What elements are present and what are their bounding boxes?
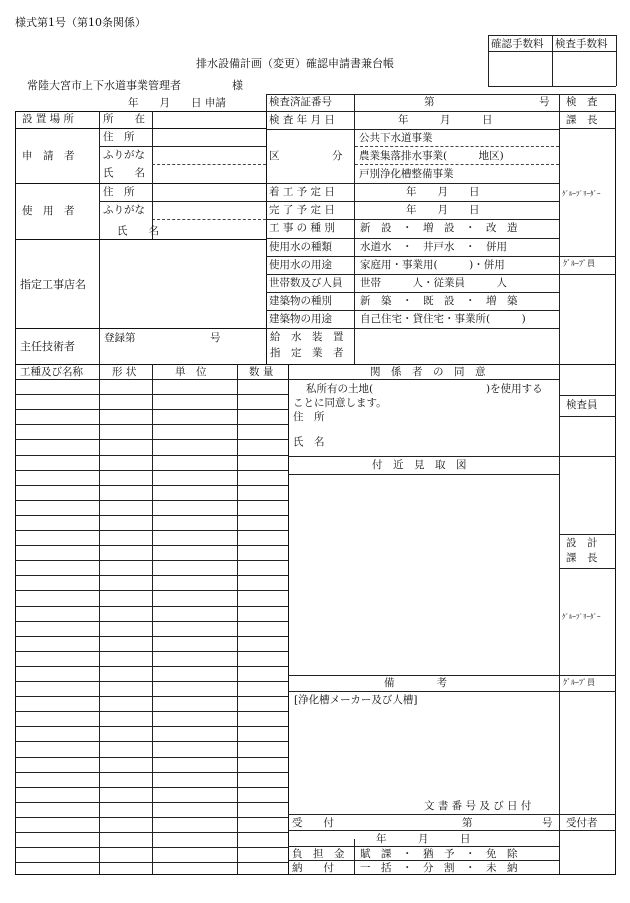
start-date-label: 着 工 予 定 日 [269, 186, 335, 198]
section-chief-label: 課 長 [566, 114, 598, 126]
honorific: 様 [232, 79, 243, 92]
design-label: 設 計 [566, 537, 598, 549]
materials-row-line [15, 470, 288, 471]
materials-row-line [15, 711, 288, 712]
apply-date: 年 月 日 申請 [128, 97, 226, 109]
materials-row-line [15, 696, 288, 697]
materials-row-line [15, 681, 288, 682]
category-option-agri: 農業集落排水事業( 地区) [359, 150, 504, 162]
inspection-date-value: 年 月 日 [398, 114, 493, 126]
building-use-label: 建築物の用途 [269, 313, 332, 325]
start-date-value: 年 月 日 [406, 186, 480, 198]
consent-text-1-end: )を使用する [486, 383, 543, 395]
install-place-label: 設 置 場 所 [22, 113, 75, 125]
fee-header-inspect: 検査手数料 [555, 38, 608, 50]
water-use-label: 使用水の用途 [269, 259, 332, 271]
user-address-label: 住 所 [103, 186, 135, 198]
chief-engineer-label: 主任技術者 [20, 340, 75, 353]
materials-row-line [15, 560, 288, 561]
materials-row-line [15, 847, 288, 848]
contractor-label: 指定工事店名 [20, 278, 86, 291]
group-leader-label-2: ｸﾞﾙｰﾌﾟﾘｰﾀﾞｰ [562, 613, 601, 621]
households-label: 世帯数及び人員 [269, 277, 343, 289]
materials-row-line [15, 772, 288, 773]
materials-row-line [15, 455, 288, 456]
work-type-label: 工 事 の 種 別 [269, 222, 335, 234]
addressee: 常陸大宮市上下水道事業管理者 [27, 79, 181, 92]
materials-row-line [15, 500, 288, 501]
materials-row-line [15, 379, 288, 380]
reception-no-prefix: 第 [462, 817, 473, 829]
inspection-no-suffix: 号 [539, 96, 550, 108]
materials-header-shape: 形 状 [112, 366, 137, 378]
group-member-label: ｸﾞﾙｰﾌﾟ員 [563, 259, 595, 268]
reception-date: 年 月 日 [376, 833, 471, 845]
inspection-no-prefix: 第 [424, 96, 435, 108]
reception-label: 受 付 [292, 817, 334, 829]
consent-text-2: ことに同意します。 [293, 397, 387, 409]
group-member-label-2: ｸﾞﾙｰﾌﾟ員 [563, 678, 595, 687]
materials-row-line [15, 424, 288, 425]
materials-row-line [15, 757, 288, 758]
inspection-no-label: 検査済証番号 [269, 96, 332, 108]
materials-row-line [15, 575, 288, 576]
burden-label: 負 担 金 [292, 848, 345, 860]
materials-row-line [15, 439, 288, 440]
water-use-options: 家庭用・事業用( )・併用 [360, 259, 505, 271]
materials-row-line [15, 394, 288, 395]
consent-name-label: 氏 名 [293, 436, 325, 448]
building-use-options: 自己住宅・貸住宅・事業所( ) [360, 313, 526, 325]
materials-row-line [15, 545, 288, 546]
receiver-label: 受付者 [566, 817, 598, 829]
water-type-label: 使用水の種類 [269, 241, 332, 253]
materials-header-qty: 数 量 [249, 366, 274, 378]
materials-row-line [15, 817, 288, 818]
materials-row-line [15, 621, 288, 622]
materials-row-line [15, 485, 288, 486]
building-type-options: 新 築 ・ 既 設 ・ 増 築 [360, 295, 518, 307]
consent-address-label: 住 所 [293, 411, 325, 423]
applicant-furigana-label: ふりがな [103, 149, 145, 161]
materials-row-line [15, 606, 288, 607]
materials-row-line [15, 666, 288, 667]
location-label: 所 在 [103, 113, 145, 125]
water-supply-label-2: 指 定 業 者 [270, 347, 344, 359]
consent-text-1: 私所有の土地( [306, 383, 374, 395]
end-date-value: 年 月 日 [406, 204, 480, 216]
burden-options: 賦 課 ・ 猶 予 ・ 免 除 [360, 848, 518, 860]
payment-label: 納 付 [292, 862, 334, 874]
water-supply-label-1: 給 水 装 置 [270, 331, 344, 343]
applicant-address-label: 住 所 [103, 131, 135, 143]
doc-number-label: 文 書 番 号 及 び 日 付 [424, 800, 532, 812]
category-option-public: 公共下水道事業 [359, 132, 433, 144]
materials-header-unit: 単 位 [175, 366, 207, 378]
materials-row-line [15, 651, 288, 652]
applicant-label: 申 請 者 [22, 150, 75, 162]
materials-row-line [15, 726, 288, 727]
end-date-label: 完 了 予 定 日 [269, 204, 335, 216]
design-chief-label: 課 長 [566, 552, 598, 564]
households-options: 世帯 人・従業員 人 [360, 277, 507, 289]
materials-row-line [15, 832, 288, 833]
work-type-options: 新 設 ・ 増 設 ・ 改 造 [360, 222, 518, 234]
user-label: 使 用 者 [22, 205, 75, 217]
consent-header: 関 係 者 の 同 意 [370, 366, 486, 378]
inspection-header: 検 査 [566, 96, 598, 108]
materials-row-line [15, 741, 288, 742]
materials-row-line [15, 590, 288, 591]
registration-label: 登録第 [104, 332, 136, 344]
user-name-label: 氏 名 [117, 225, 159, 237]
remarks-note: [浄化槽メーカー及び人槽] [294, 694, 418, 706]
remarks-header: 備 考 [384, 677, 447, 689]
form-id: 様式第1号（第10条関係） [15, 16, 146, 29]
materials-row-line [15, 515, 288, 516]
materials-row-line [15, 530, 288, 531]
registration-no: 号 [210, 332, 221, 344]
category-label: 区 分 [269, 150, 343, 162]
applicant-name-label: 氏 名 [103, 167, 145, 179]
materials-row-line [15, 862, 288, 863]
materials-row-line [15, 802, 288, 803]
building-type-label: 建築物の種別 [269, 295, 332, 307]
category-option-septic: 戸別浄化槽整備事業 [359, 168, 454, 180]
materials-row-line [15, 636, 288, 637]
materials-row-line [15, 787, 288, 788]
group-leader-label: ｸﾞﾙｰﾌﾟﾘｰﾀﾞｰ [562, 190, 601, 198]
map-header: 付 近 見 取 図 [372, 459, 467, 471]
payment-options: 一 括 ・ 分 割 ・ 未 納 [360, 862, 518, 874]
materials-header-name: 工種及び名称 [20, 366, 83, 378]
materials-row-line [15, 409, 288, 410]
user-furigana-label: ふりがな [103, 204, 145, 216]
water-type-options: 水道水 ・ 井戸水 ・ 併用 [360, 241, 507, 253]
inspection-date-label: 検 査 年 月 日 [269, 114, 335, 126]
reception-no-suffix: 号 [542, 817, 553, 829]
inspector-label: 検査員 [566, 399, 598, 411]
fee-header-confirm: 確認手数料 [491, 38, 544, 50]
page-title: 排水設備計画（変更）確認申請書兼台帳 [196, 57, 394, 70]
